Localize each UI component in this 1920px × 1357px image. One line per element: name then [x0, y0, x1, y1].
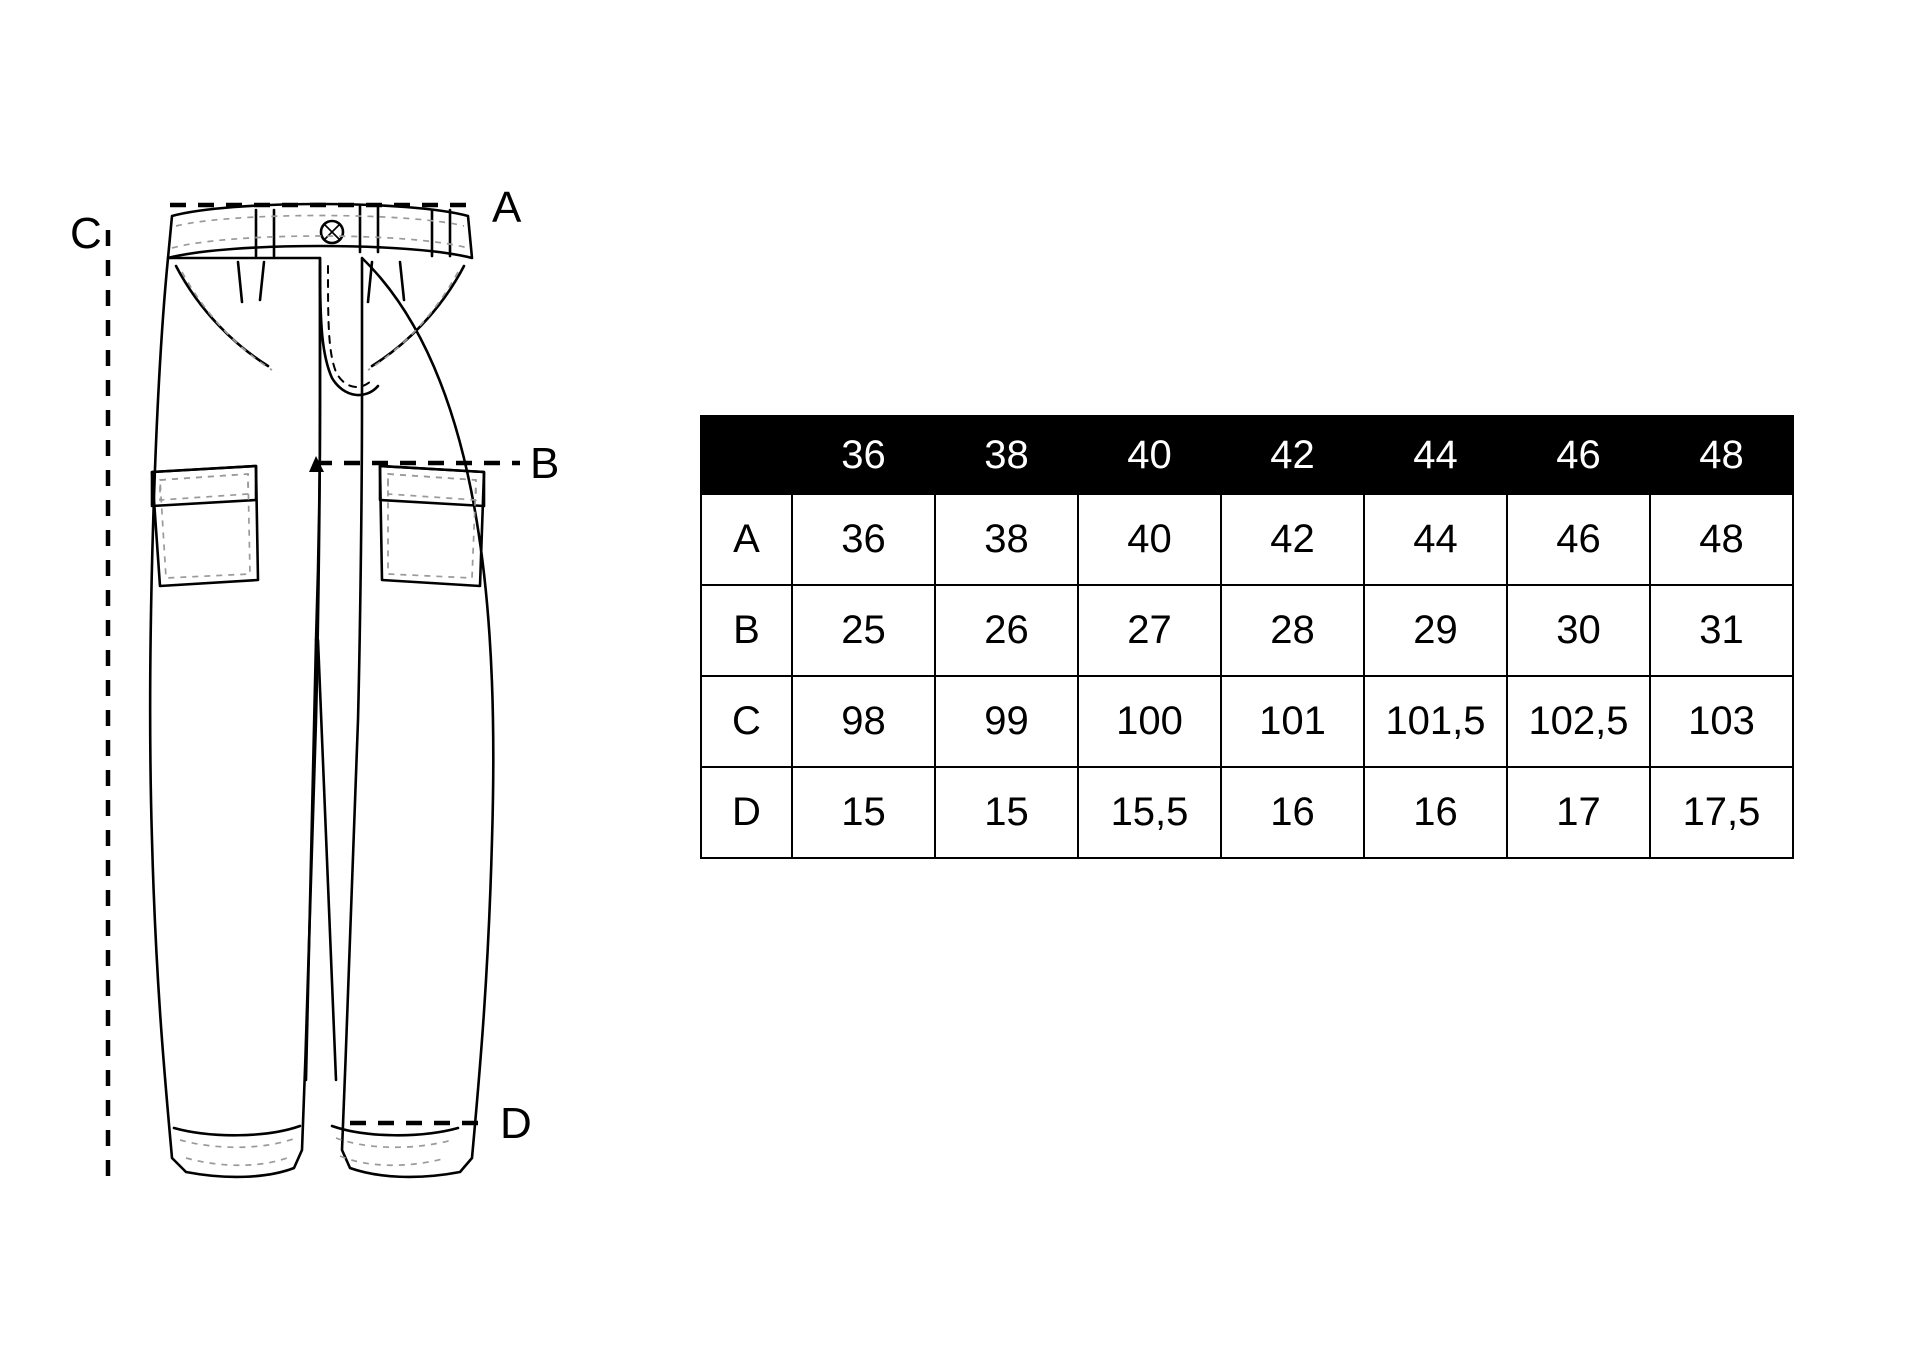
- cell-a-36: 36: [792, 494, 935, 585]
- cell-d-42: 16: [1221, 767, 1364, 858]
- table-row: [701, 676, 1793, 767]
- cell-d-44: 16: [1364, 767, 1507, 858]
- size-header-44: 44: [1364, 416, 1507, 494]
- cargo-flap-stitch-right: [388, 474, 476, 500]
- cell-a-42: 42: [1221, 494, 1364, 585]
- size-header-48: 48: [1650, 416, 1793, 494]
- hem-stitch-left: [180, 1138, 296, 1147]
- cell-b-46: 30: [1507, 585, 1650, 676]
- belt-loop-center: [360, 206, 378, 252]
- cell-c-46: 102,5: [1507, 676, 1650, 767]
- cell-c-44: 101,5: [1364, 676, 1507, 767]
- dart-right-2: [400, 262, 404, 300]
- size-table: [700, 415, 1794, 859]
- pocket-stitch-right: [368, 272, 458, 370]
- size-header-42: 42: [1221, 416, 1364, 494]
- fly-topstitch: [328, 266, 372, 387]
- inseam-left: [306, 640, 316, 1080]
- cargo-stitch-left: [160, 474, 250, 578]
- cell-c-48: 103: [1650, 676, 1793, 767]
- pocket-stitch-left: [182, 272, 272, 370]
- cell-b-42: 28: [1221, 585, 1364, 676]
- front-pocket-opening-left: [176, 266, 268, 366]
- hem-stitch-right: [336, 1138, 452, 1147]
- hem-stitch-right-2: [340, 1156, 446, 1165]
- cell-c-38: 99: [935, 676, 1078, 767]
- right-leg-outline: [342, 258, 493, 1177]
- label-b: B: [530, 439, 560, 488]
- row-label-b: B: [701, 585, 792, 676]
- cell-d-40: 15,5: [1078, 767, 1221, 858]
- front-pocket-opening-right: [372, 266, 464, 366]
- label-c: C: [70, 209, 102, 258]
- inseam-right: [318, 640, 336, 1080]
- cargo-pocket-left: [152, 466, 258, 586]
- cell-c-36: 98: [792, 676, 935, 767]
- cell-b-48: 31: [1650, 585, 1793, 676]
- cell-a-44: 44: [1364, 494, 1507, 585]
- hem-stitch-left-2: [186, 1156, 292, 1165]
- cell-b-44: 29: [1364, 585, 1507, 676]
- table-row: [701, 494, 1793, 585]
- cell-d-46: 17: [1507, 767, 1650, 858]
- dart-right: [368, 262, 372, 302]
- cargo-pocket-right: [380, 466, 484, 586]
- cargo-flap-stitch-left: [160, 474, 248, 500]
- size-table-header-row: [701, 416, 1793, 494]
- cell-b-36: 25: [792, 585, 935, 676]
- dart-left: [238, 262, 242, 302]
- cell-b-38: 26: [935, 585, 1078, 676]
- cell-b-40: 27: [1078, 585, 1221, 676]
- hem-cuff-right: [332, 1126, 458, 1135]
- cargo-pocket-flap-left: [152, 466, 256, 506]
- hem-cuff-left: [174, 1126, 300, 1135]
- table-row: [701, 767, 1793, 858]
- cargo-pocket-flap-right: [380, 466, 484, 506]
- row-label-d: D: [701, 767, 792, 858]
- cell-c-40: 100: [1078, 676, 1221, 767]
- cell-d-36: 15: [792, 767, 935, 858]
- cell-a-46: 46: [1507, 494, 1650, 585]
- waistband-topstitch-top: [176, 216, 464, 227]
- size-header-46: 46: [1507, 416, 1650, 494]
- size-table-container: [700, 415, 1820, 859]
- row-label-c: C: [701, 676, 792, 767]
- label-a: A: [492, 183, 522, 232]
- cell-a-48: 48: [1650, 494, 1793, 585]
- table-row: [701, 585, 1793, 676]
- dart-left-2: [260, 262, 264, 300]
- cargo-stitch-right: [388, 474, 476, 578]
- size-header-40: 40: [1078, 416, 1221, 494]
- belt-loop-right: [432, 210, 450, 256]
- trousers-svg: [60, 80, 700, 1260]
- size-header-36: 36: [792, 416, 935, 494]
- cell-a-38: 38: [935, 494, 1078, 585]
- cell-a-40: 40: [1078, 494, 1221, 585]
- size-header-38: 38: [935, 416, 1078, 494]
- cell-d-48: 17,5: [1650, 767, 1793, 858]
- left-leg-outline: [150, 258, 320, 1177]
- table-corner-cell: [701, 416, 792, 494]
- label-d: D: [500, 1099, 532, 1148]
- row-label-a: A: [701, 494, 792, 585]
- cell-d-38: 15: [935, 767, 1078, 858]
- trousers-technical-drawing: [60, 80, 700, 1260]
- cell-c-42: 101: [1221, 676, 1364, 767]
